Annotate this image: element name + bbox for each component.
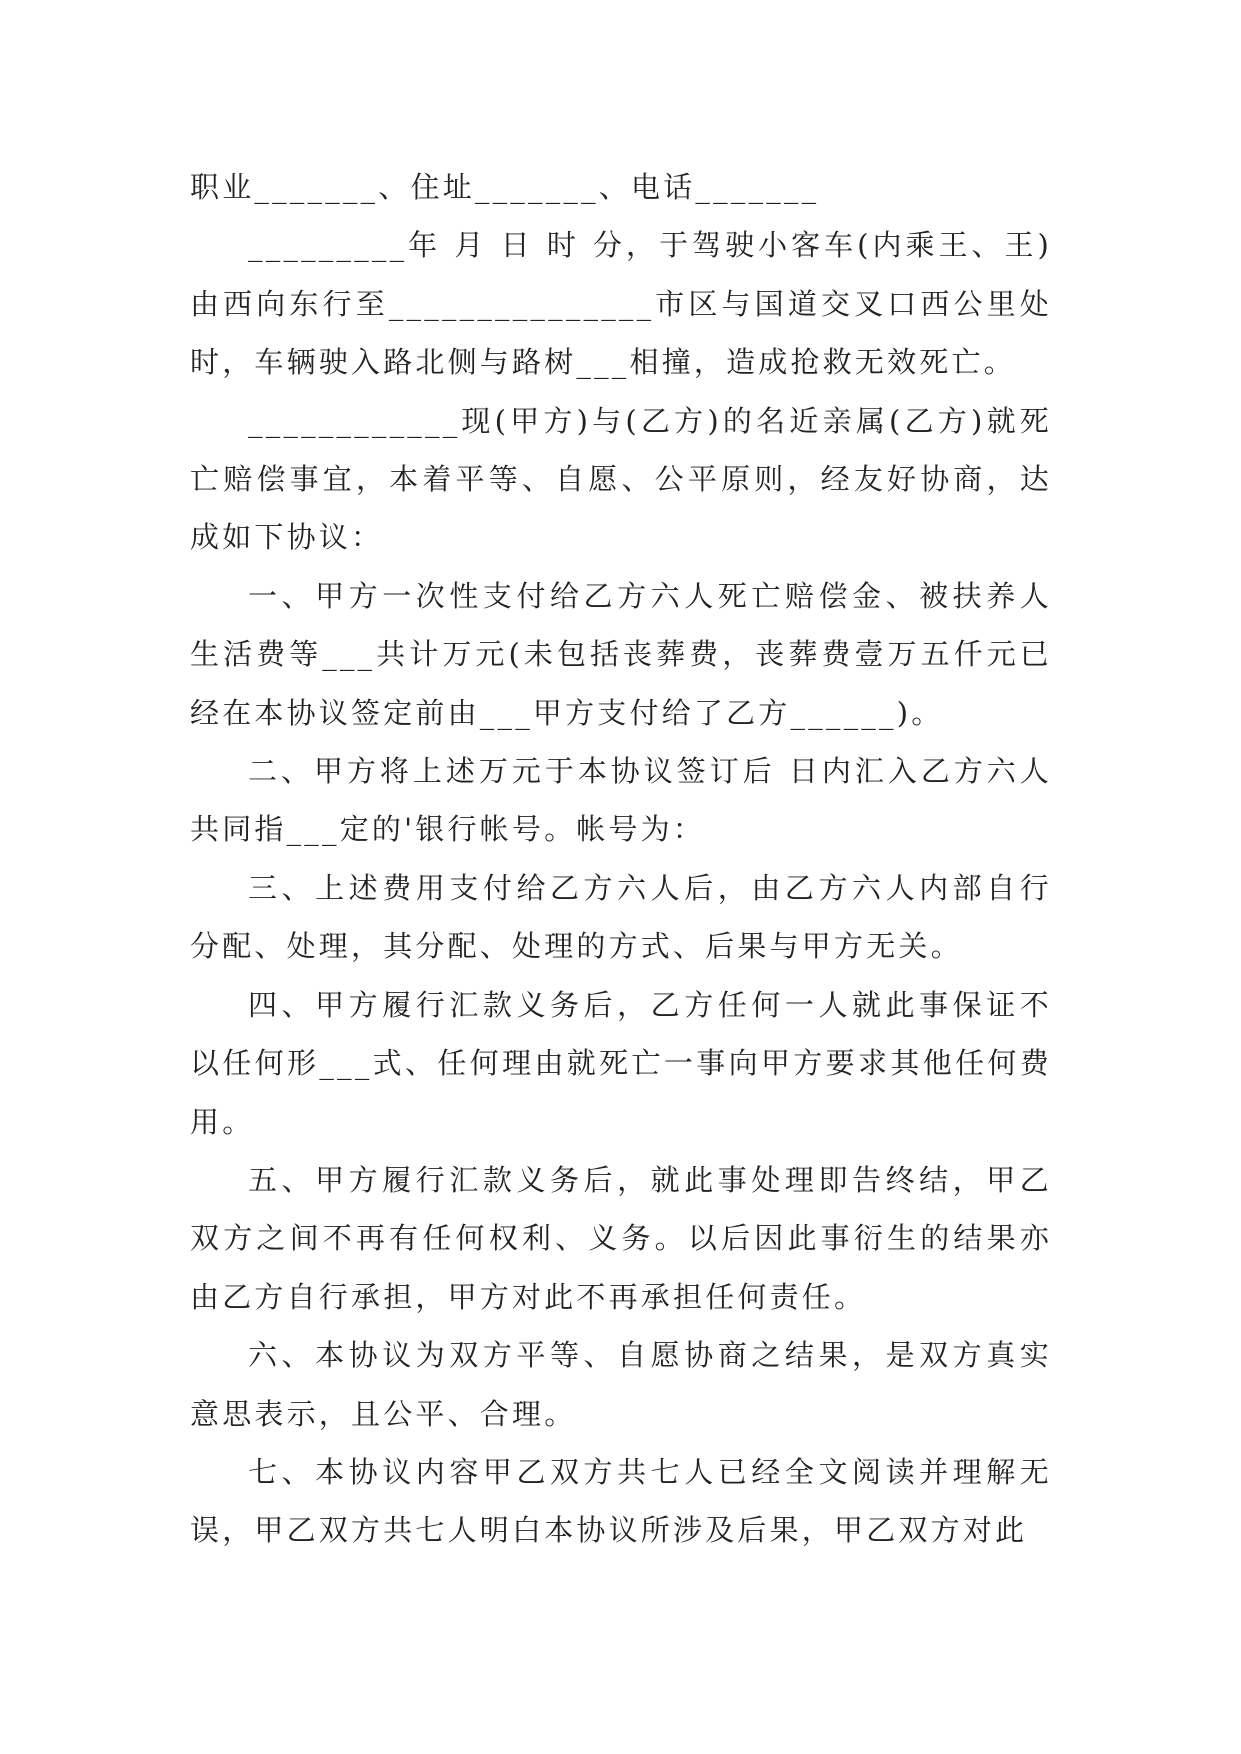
paragraph-accident-description: _________年 月 日 时 分，于驾驶小客车(内乘王、王)由西向东行至_______________市区与国道交叉口西公里处时，车辆驶入路北侧与路树___相撞，造成抢救无效死亡。 — [190, 228, 1052, 380]
paragraph-clause-3: 三、上述费用支付给乙方六人后，由乙方六人内部自行分配、处理，其分配、处理的方式、后果与甲方无关。 — [190, 870, 1052, 964]
paragraph-contact-line: 职业_______、住址_______、电话_______ — [190, 170, 820, 204]
paragraph-clause-5: 五、甲方履行汇款义务后，就此事处理即告终结，甲乙双方之间不再有任何权利、义务。以后因此事衍生的结果亦由乙方自行承担，甲方对此不再承担任何责任。 — [190, 1162, 1052, 1314]
paragraph-agreement-intro: ____________现(甲方)与(乙方)的名近亲属(乙方)就死亡赔偿事宜，本着平等、自愿、公平原则，经友好协商，达成如下协议： — [190, 403, 1053, 555]
document-body — [190, 158, 1052, 1560]
paragraph-clause-4: 四、甲方履行汇款义务后，乙方任何一人就此事保证不以任何形___式、任何理由就死亡一事向甲方要求其他任何费用。 — [190, 987, 1052, 1139]
paragraph-clause-1: 一、甲方一次性支付给乙方六人死亡赔偿金、被扶养人生活费等___共计万元(未包括丧葬费，丧葬费壹万五仟元已经在本协议签定前由___甲方支付给了乙方______)。 — [190, 578, 1052, 730]
paragraph-clause-2: 二、甲方将上述万元于本协议签订后 日内汇入乙方六人共同指___定的'银行帐号。帐号为： — [190, 754, 1052, 847]
paragraph-clause-6: 六、本协议为双方平等、自愿协商之结果，是双方真实意思表示，且公平、合理。 — [190, 1338, 1052, 1431]
paragraph-clause-7: 七、本协议内容甲乙双方共七人已经全文阅读并理解无误，甲乙双方共七人明白本协议所涉及后果，甲乙双方对此 — [190, 1454, 1052, 1548]
